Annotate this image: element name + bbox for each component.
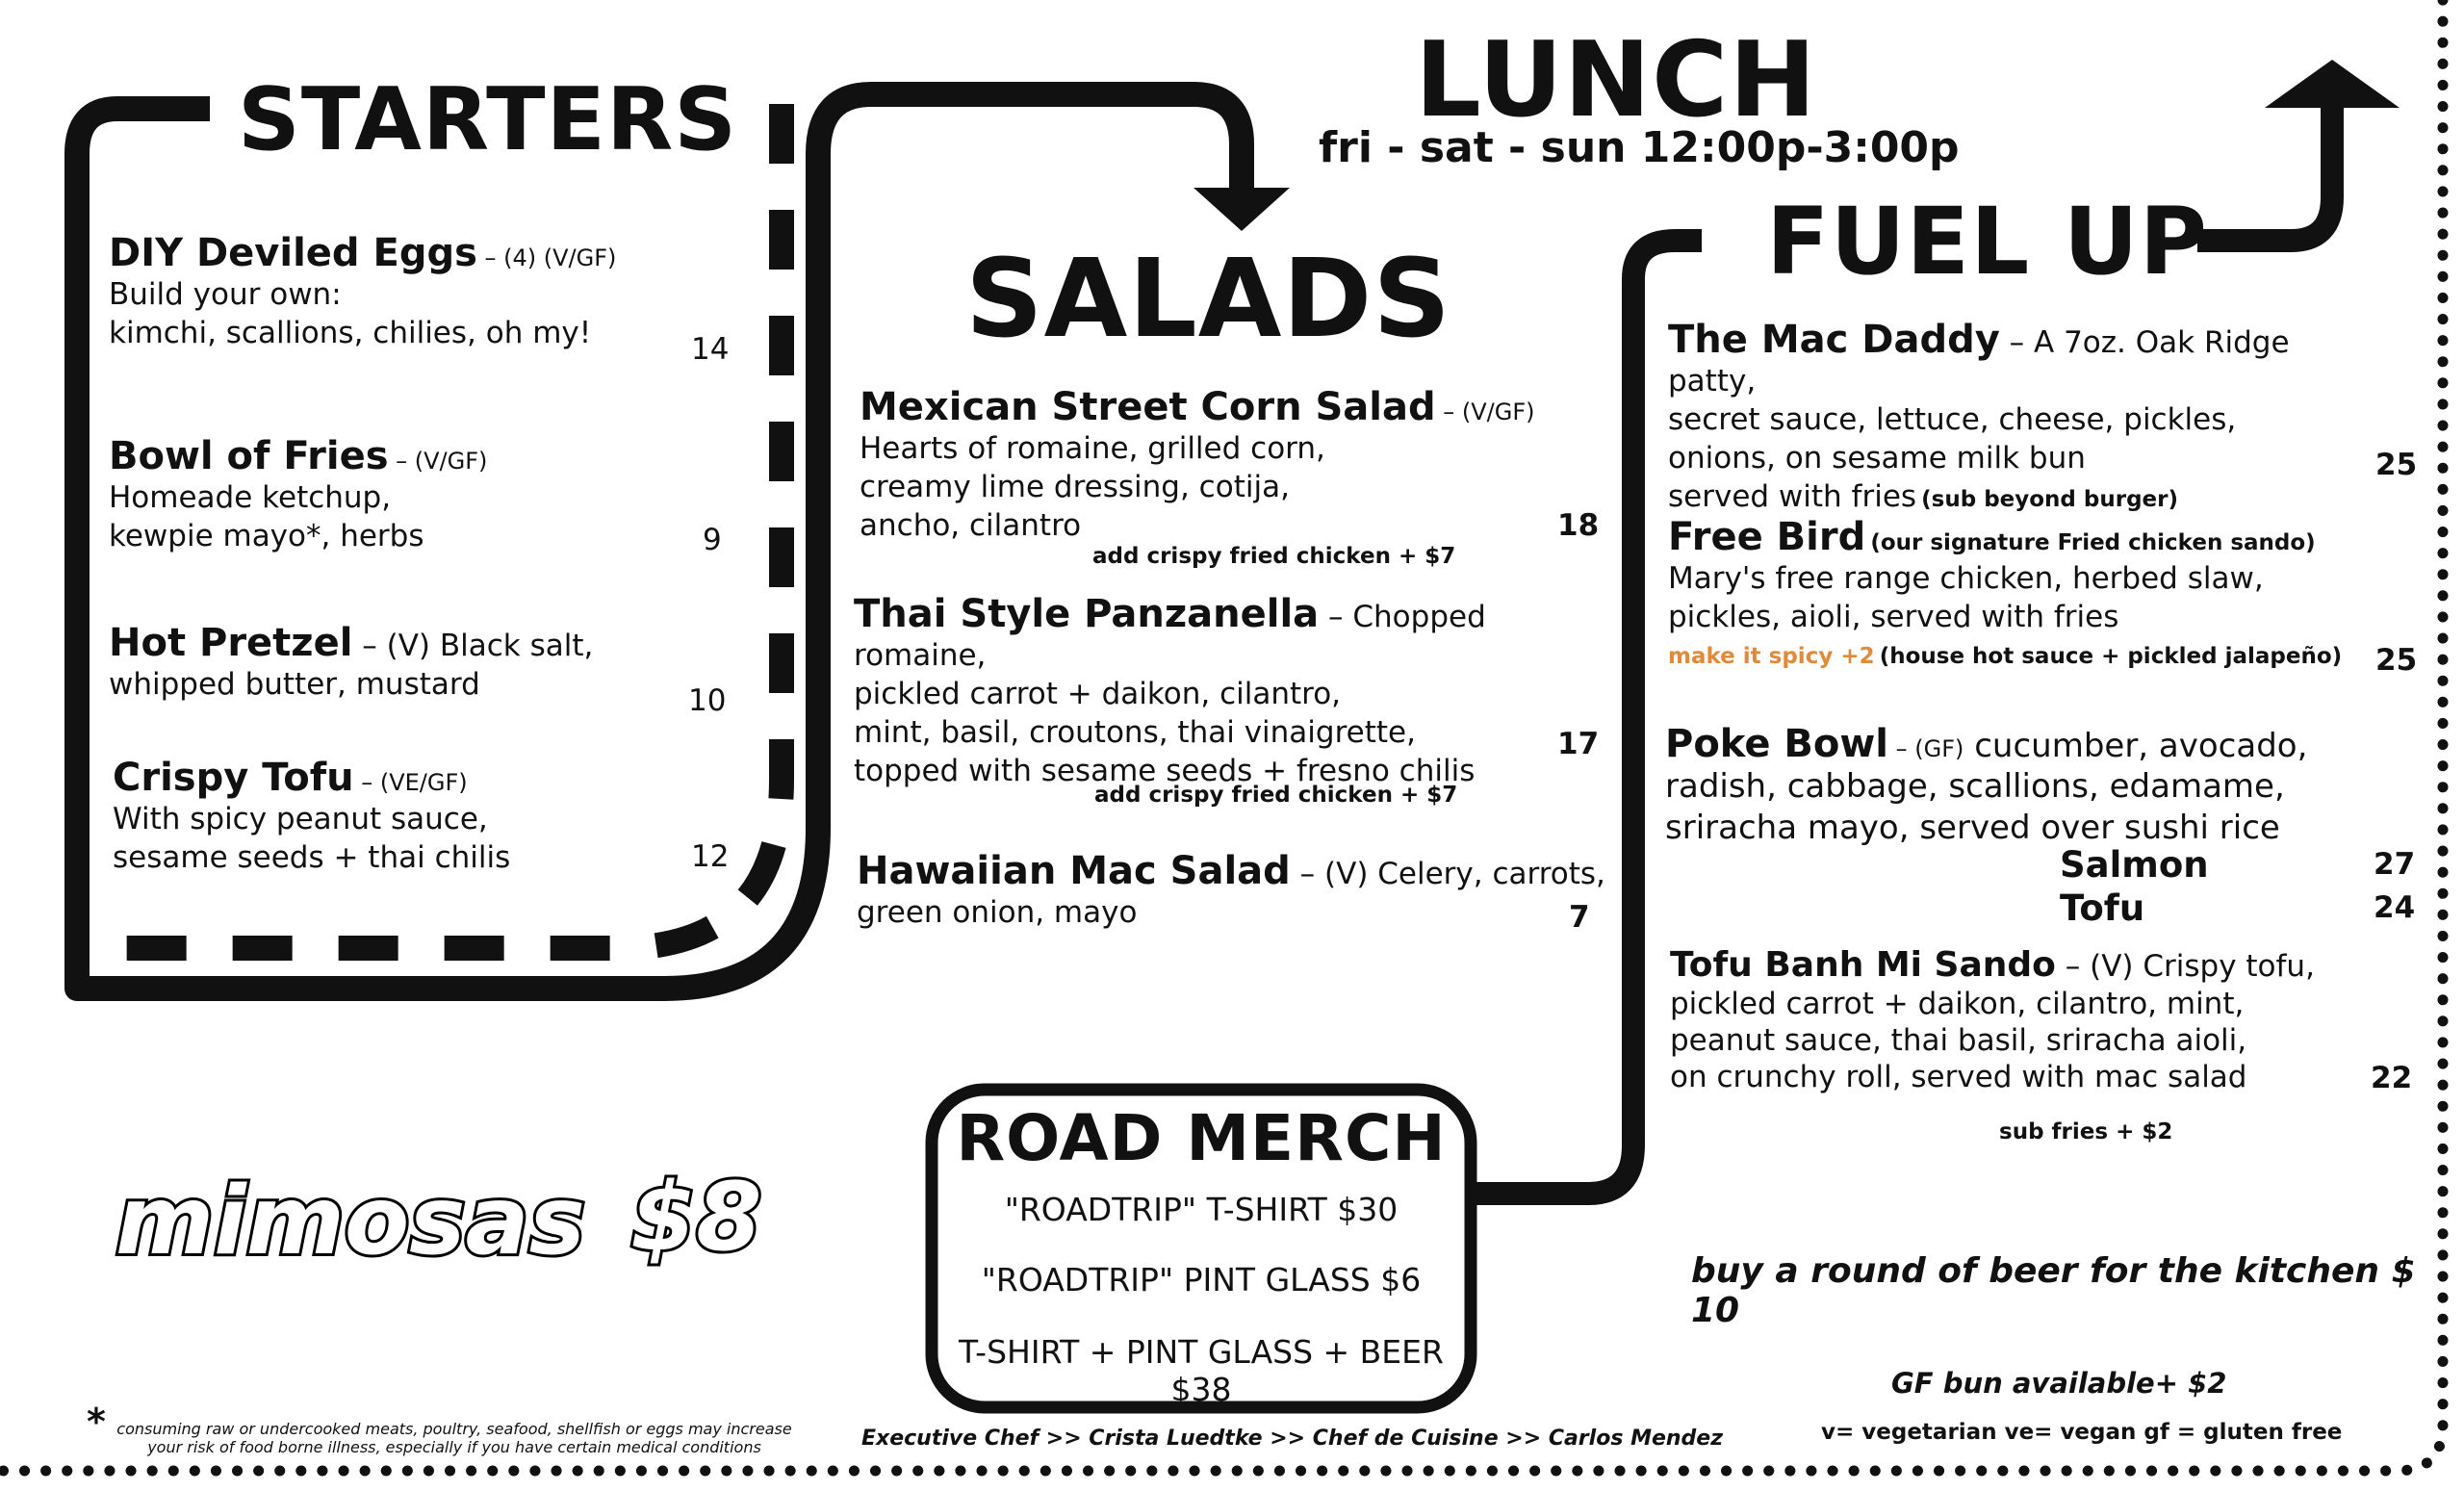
item-desc: radish, cabbage, scallions, edamame, — [1665, 767, 2285, 806]
item-desc: secret sauce, lettuce, cheese, pickles, — [1668, 402, 2237, 437]
item-tag: – (V/GF) — [388, 448, 488, 475]
mimosas-price: $8 — [630, 1163, 762, 1272]
item-name: Crispy Tofu — [113, 756, 354, 800]
item-tag: – A 7oz. Oak Ridge patty, — [1668, 325, 2290, 398]
item-name: Free Bird — [1668, 515, 1866, 559]
item-desc: Mary's free range chicken, herbed slaw, — [1668, 561, 2264, 596]
fuel-up-heading: FUEL UP — [1766, 188, 2209, 296]
disclaimer-line: consuming raw or undercooked meats, poultry, seafood, shellfish or eggs may increase — [116, 1420, 792, 1438]
item-desc: mint, basil, croutons, thai vinaigrette, — [854, 715, 1416, 750]
item-name: Mexican Street Corn Salad — [860, 385, 1436, 429]
diet-legend: v= vegetarian ve= vegan gf = gluten free — [1821, 1420, 2343, 1445]
item-price: 25 — [2375, 448, 2418, 482]
item-desc: Hearts of romaine, grilled corn, — [860, 431, 1325, 466]
mimosas-label: mimosas — [116, 1167, 585, 1276]
item-name: The Mac Daddy — [1668, 318, 2000, 362]
item-desc: topped with sesame seeds + fresno chilis — [854, 754, 1476, 788]
arrow-down-icon — [1194, 188, 1290, 231]
item-tag: – (V) Black salt, — [352, 629, 594, 663]
item-name: Hot Pretzel — [109, 621, 353, 665]
item-desc: pickled carrot + daikon, cilantro, mint, — [1670, 987, 2245, 1021]
option-price: 27 — [2374, 847, 2416, 882]
salad-item — [857, 849, 1607, 932]
item-price: 10 — [688, 683, 727, 718]
salads-heading: SALADS — [965, 237, 1452, 362]
item-price: 22 — [2371, 1061, 2413, 1095]
item-tag: – (GF) — [1888, 735, 1964, 762]
item-desc: onions, on sesame milk bun — [1668, 441, 2086, 476]
item-price: 25 — [2375, 643, 2418, 678]
item-tag: – (VE/GF) — [353, 769, 468, 796]
item-desc: Build your own: — [109, 277, 342, 312]
item-tag: – (V/GF) — [1435, 398, 1535, 425]
item-name: Thai Style Panzanella — [854, 592, 1320, 636]
starter-item — [109, 231, 725, 352]
item-desc: on crunchy roll, served with mac salad — [1670, 1060, 2247, 1094]
item-note: (sub beyond burger) — [1921, 487, 2178, 512]
item-desc: Homeade ketchup, — [109, 480, 392, 515]
option-label: Tofu — [2060, 887, 2145, 929]
item-desc: peanut sauce, thai basil, sriracha aioli, — [1670, 1023, 2247, 1058]
asterisk-mark: * — [87, 1401, 106, 1443]
merch-box — [932, 1090, 1471, 1407]
merch-item: "ROADTRIP" PINT GLASS $6 — [981, 1261, 1422, 1298]
item-desc: ancho, cilantro — [860, 508, 1082, 543]
item-name: Bowl of Fries — [109, 434, 389, 478]
salad-item — [854, 592, 1624, 790]
item-desc: sesame seeds + thai chilis — [113, 840, 511, 875]
addon-note: add crispy fried chicken + $7 — [1092, 544, 1456, 569]
item-desc: sriracha mayo, served over sushi rice — [1665, 809, 2280, 847]
addon-note: add crispy fried chicken + $7 — [1094, 783, 1458, 808]
item-desc: With spicy peanut sauce, — [113, 802, 488, 836]
item-price: 18 — [1557, 508, 1600, 543]
item-tag: – Chopped romaine, — [854, 600, 1486, 673]
item-name: Tofu Banh Mi Sando — [1670, 945, 2056, 985]
arrow-up-icon — [2265, 60, 2400, 108]
item-desc: pickled carrot + daikon, cilantro, — [854, 677, 1342, 711]
item-desc: cucumber, avocado, — [1964, 727, 2308, 765]
item-desc: whipped butter, mustard — [109, 667, 480, 702]
item-name: Hawaiian Mac Salad — [857, 849, 1291, 893]
fuel-item — [1668, 515, 2400, 669]
addon-note: sub fries + $2 — [1999, 1119, 2173, 1144]
item-tag: – (V) Crispy tofu, — [2055, 949, 2315, 984]
item-tag: – (4) (V/GF) — [476, 244, 617, 271]
starter-item — [109, 621, 725, 704]
salad-item — [860, 385, 1610, 545]
gf-bun-note: GF bun available+ $2 — [1891, 1367, 2227, 1400]
item-desc: served with fries — [1668, 479, 1917, 514]
item-price: 9 — [703, 523, 722, 557]
item-desc: pickles, aioli, served with fries — [1668, 600, 2119, 634]
item-price: 12 — [691, 839, 730, 874]
page-title: LUNCH — [1415, 20, 1817, 141]
beer-offer: buy a round of beer for the kitchen $ 10 — [1691, 1251, 2416, 1330]
spicy-option: make it spicy +2 — [1668, 644, 1875, 669]
item-desc: kewpie mayo*, herbs — [109, 519, 424, 553]
item-price: 7 — [1569, 900, 1590, 935]
fuel-item — [1665, 722, 2397, 849]
option-price: 24 — [2374, 890, 2416, 925]
item-tag: – (V) Celery, carrots, — [1290, 857, 1605, 891]
chef-credits: Executive Chef >> Crista Luedtke >> Chef de Cuisine >> Carlos Mendez — [861, 1427, 1724, 1451]
item-price: 17 — [1557, 727, 1600, 761]
fuel-item — [1668, 318, 2361, 516]
starter-item — [109, 434, 725, 555]
starter-item — [113, 756, 729, 877]
starters-heading: STARTERS — [238, 69, 738, 170]
merch-item: T-SHIRT + PINT GLASS + BEER $38 — [959, 1333, 1444, 1408]
item-desc: kimchi, scallions, chilies, oh my! — [109, 316, 592, 350]
disclaimer — [108, 1420, 801, 1456]
item-desc: creamy lime dressing, cotija, — [860, 470, 1290, 504]
merch-item: "ROADTRIP" T-SHIRT $30 — [1004, 1191, 1399, 1228]
lunch-hours: fri - sat - sun 12:00p-3:00p — [1319, 123, 1960, 172]
item-name: Poke Bowl — [1665, 722, 1889, 766]
item-price: 14 — [691, 332, 730, 367]
item-desc: green onion, mayo — [857, 895, 1138, 930]
item-name: DIY Deviled Eggs — [109, 231, 477, 275]
merch-heading: ROAD MERCH — [956, 1101, 1447, 1175]
item-note: (our signature Fried chicken sando) — [1870, 530, 2316, 555]
option-label: Salmon — [2060, 844, 2209, 886]
fuel-item — [1670, 945, 2363, 1095]
disclaimer-line: your risk of food borne illness, especially if you have certain medical conditions — [147, 1438, 761, 1456]
spicy-note: (house hot sauce + pickled jalapeño) — [1879, 644, 2343, 669]
